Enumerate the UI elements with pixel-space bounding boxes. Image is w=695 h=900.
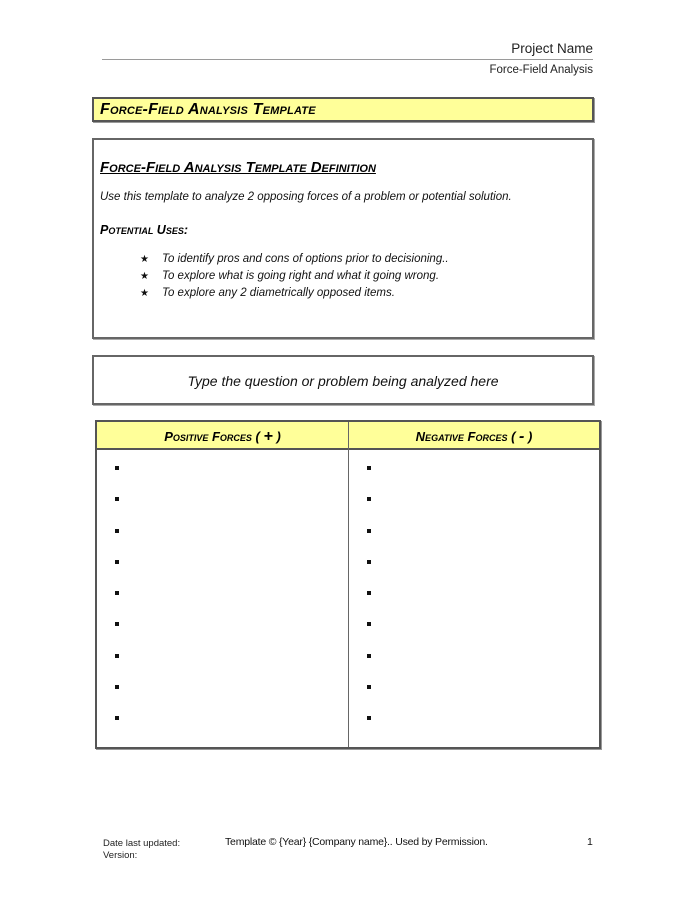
potential-uses-list — [140, 251, 449, 302]
square-bullet-icon — [115, 529, 119, 533]
square-bullet-icon — [115, 685, 119, 689]
square-bullet-icon — [367, 529, 371, 533]
list-item: ★ To explore what is going right and what it going wrong. — [140, 268, 449, 285]
footer-date-label: Date last updated: — [103, 838, 181, 849]
star-bullet-icon: ★ — [140, 271, 149, 282]
square-bullet-icon — [367, 591, 371, 595]
header-subtitle: Force-Field Analysis — [489, 64, 593, 76]
square-bullet-icon — [115, 591, 119, 595]
square-bullet-icon — [367, 560, 371, 564]
square-bullet-icon — [367, 685, 371, 689]
header-project-name: Project Name — [511, 41, 593, 56]
page-title: Force-Field Analysis Template — [100, 101, 316, 118]
list-item: ★ To identify pros and cons of options prior to decisioning.. — [140, 251, 449, 268]
square-bullet-icon — [367, 654, 371, 658]
negative-forces-header: Negative Forces ( - ) — [415, 428, 533, 445]
footer-meta — [103, 838, 180, 862]
positive-forces-header: Positive Forces ( + ) — [164, 428, 281, 445]
footer-page-number: 1 — [587, 836, 593, 848]
square-bullet-icon — [115, 622, 119, 626]
square-bullet-icon — [115, 560, 119, 564]
column-divider — [348, 422, 349, 747]
plus-icon: + — [263, 428, 273, 445]
square-bullet-icon — [367, 716, 371, 720]
minus-icon: - — [519, 428, 525, 445]
footer-copyright: Template © {Year} {Company name}.. Used by Permission. — [225, 836, 488, 848]
square-bullet-icon — [115, 716, 119, 720]
square-bullet-icon — [367, 622, 371, 626]
square-bullet-icon — [115, 497, 119, 501]
forces-table — [95, 420, 601, 749]
square-bullet-icon — [367, 466, 371, 470]
title-bar — [92, 97, 594, 122]
footer-version-label: Version: — [103, 850, 138, 861]
list-item: ★ To explore any 2 diametrically opposed items. — [140, 285, 449, 302]
star-bullet-icon: ★ — [140, 254, 149, 265]
definition-box — [92, 138, 594, 339]
definition-description: Use this template to analyze 2 opposing forces of a problem or potential solution. — [100, 191, 512, 203]
potential-uses-title: Potential Uses: — [100, 223, 189, 237]
square-bullet-icon — [115, 654, 119, 658]
square-bullet-icon — [115, 466, 119, 470]
question-input-box[interactable] — [92, 355, 594, 405]
square-bullet-icon — [367, 497, 371, 501]
definition-title: Force-Field Analysis Template Definition — [100, 159, 376, 176]
star-bullet-icon: ★ — [140, 288, 149, 299]
header-rule — [102, 59, 593, 60]
question-placeholder: Type the question or problem being analyzed here — [187, 373, 499, 389]
